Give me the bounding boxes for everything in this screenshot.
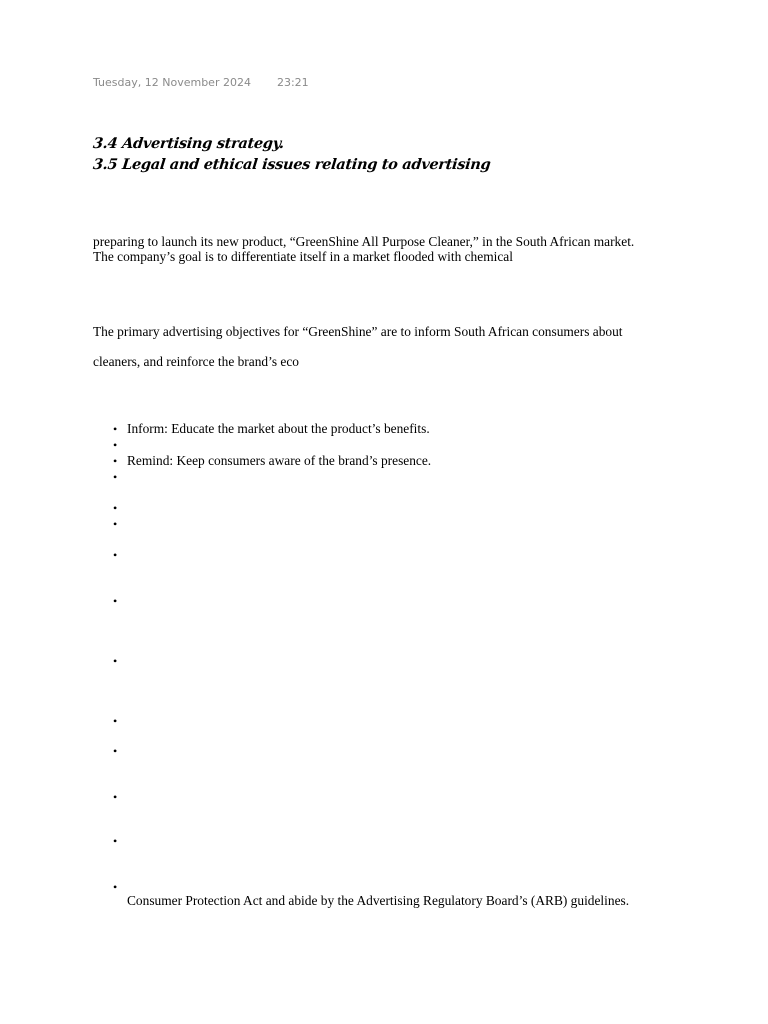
bullet-dot: • (113, 438, 118, 452)
note-datetime (93, 76, 309, 89)
note-time: 23:21 (276, 76, 309, 89)
list-item-text: Remind: Keep consumers aware of the brand’s presence. (127, 453, 432, 468)
bullet-dot: • (113, 422, 118, 436)
bullet-dot: • (113, 834, 118, 848)
intro-paragraph (93, 234, 634, 264)
bullet-dot: • (113, 714, 118, 728)
intro-line-1: preparing to launch its new product, “GreenShine All Purpose Cleaner,” in the South African market. (93, 234, 635, 249)
section-title-3-5: 3.5 Legal and ethical issues relating to advertising (92, 156, 492, 173)
bullet-dot: • (113, 654, 118, 668)
bullet-dot: • (113, 470, 118, 484)
bullet-dot: • (113, 744, 118, 758)
list-item-text: Inform: Educate the market about the product’s benefits. (127, 421, 430, 436)
bullet-dot: • (113, 790, 118, 804)
note-date: Tuesday, 12 November 2024 (93, 76, 251, 89)
bullet-dot: • (113, 880, 118, 894)
bullet-dot: • (113, 501, 118, 515)
bullet-dot: • (113, 454, 118, 468)
bullet-dot: • (113, 548, 118, 562)
intro-line-2: The company’s goal is to differentiate itself in a market flooded with chemical (93, 249, 513, 264)
objectives-line-1: The primary advertising objectives for “GreenShine” are to inform South African consumers about (93, 324, 623, 339)
section-titles (92, 133, 492, 175)
bullet-dot: • (113, 517, 118, 531)
section-title-3-4: 3.4 Advertising strategy. (92, 135, 285, 152)
objectives-line-2: cleaners, and reinforce the brand’s eco (93, 354, 299, 369)
bullet-dot: • (113, 594, 118, 608)
closing-line: Consumer Protection Act and abide by the Advertising Regulatory Board’s (ARB) guidelines. (127, 893, 630, 908)
